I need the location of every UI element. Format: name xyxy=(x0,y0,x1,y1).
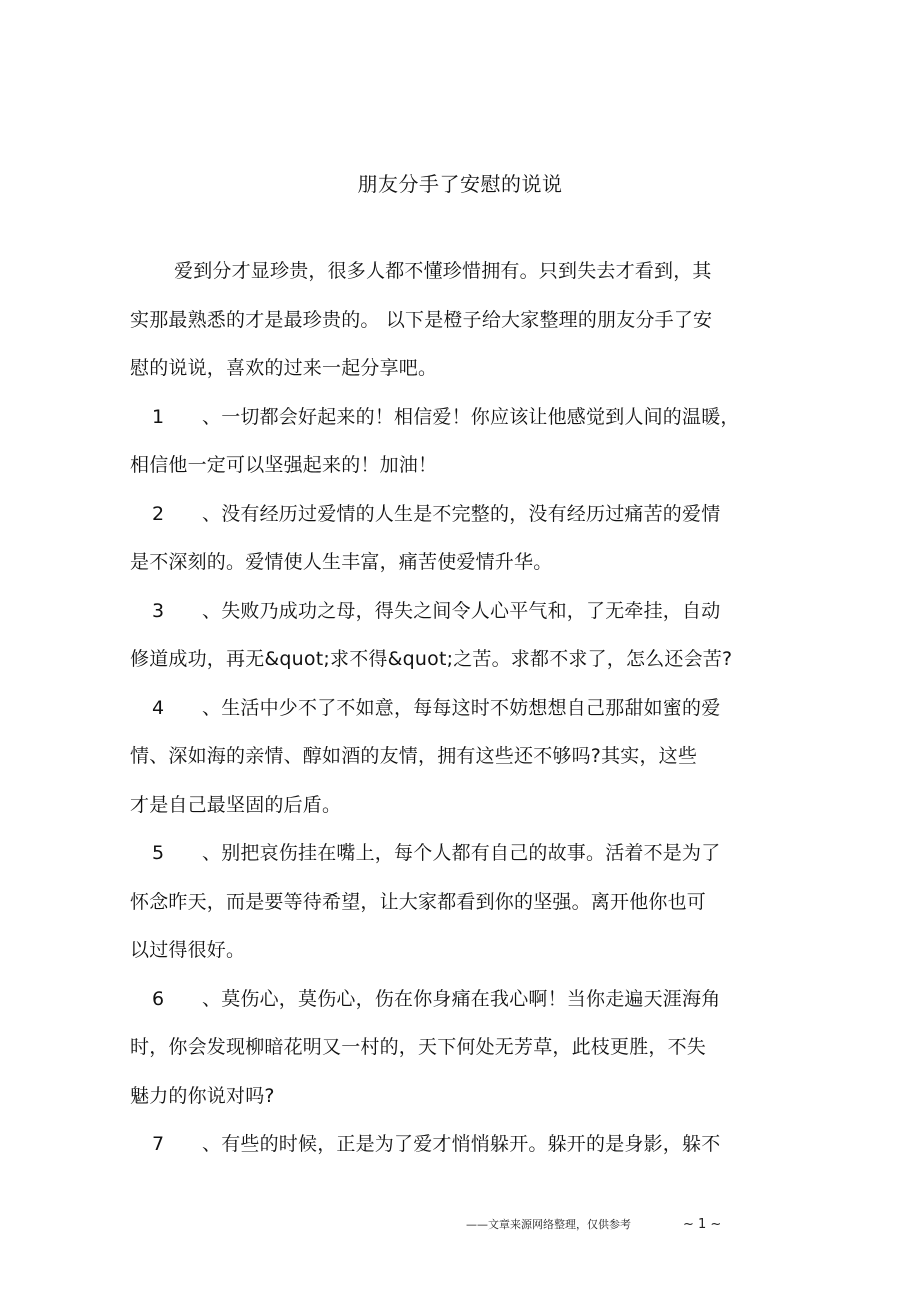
list-item-line: 才是自己最坚固的后盾。 xyxy=(130,793,342,816)
page-number: ~ 1 ~ xyxy=(683,1217,722,1232)
intro-line: 实那最熟悉的才是最珍贵的。 以下是橙子给大家整理的朋友分手了安 xyxy=(130,308,713,331)
list-item-number: 6 xyxy=(152,987,165,1010)
list-item-line: 4 、生活中少不了不如意，每每这时不妨想想自己那甜如蜜的爱 xyxy=(130,690,730,739)
document-body xyxy=(130,253,740,1175)
intro-line: 慰的说说，喜欢的过来一起分享吧。 xyxy=(130,357,438,379)
list-item-number: 5 xyxy=(152,842,165,864)
intro-line: 爱到分才显珍贵，很多人都不懂珍惜拥有。只到失去才看到，其 xyxy=(174,260,712,282)
page-footer xyxy=(0,1214,920,1236)
list-item-number: 3 xyxy=(152,599,165,622)
list-item-line: 时，你会发现柳暗花明又一村的，天下何处无芳草，此枝更胜，不失 xyxy=(130,1036,707,1058)
list-item-line: 6 、莫伤心，莫伤心，伤在你身痛在我心啊！当你走遍天涯海角 xyxy=(130,981,730,1030)
list-item-line: 怀念昨天，而是要等待希望，让大家都看到你的坚强。离开他你也可 xyxy=(130,890,707,913)
list-item-number: 4 xyxy=(152,696,165,719)
list-item-line: 情、深如海的亲情、醇如酒的友情，拥有这些还不够吗?其实，这些 xyxy=(130,745,698,767)
list-item-line: 2 、没有经历过爱情的人生是不完整的，没有经历过痛苦的爱情 xyxy=(130,496,730,545)
list-item-line: 3 、失败乃成功之母，得失之间令人心平气和，了无牵挂，自动 xyxy=(130,593,730,642)
list-item-line: 5 、别把哀伤挂在嘴上，每个人都有自己的故事。活着不是为了 xyxy=(130,835,730,884)
list-item-line: 以过得很好。 xyxy=(130,939,246,961)
list-item-line: 相信他一定可以坚强起来的！加油！ xyxy=(130,454,438,476)
source-note: ——文章来源网络整理，仅供参考 xyxy=(466,1218,631,1231)
list-item-line: 1 、一切都会好起来的！相信爱！你应该让他感觉到人间的温暖， xyxy=(130,399,730,448)
list-item-number: 1 xyxy=(152,405,165,428)
list-item-line: 7 、有些的时候，正是为了爱才悄悄躲开。躲开的是身影，躲不 xyxy=(130,1126,730,1175)
list-item-number: 7 xyxy=(152,1133,165,1155)
document-title: 朋友分手了安慰的说说 xyxy=(357,172,563,196)
list-item-line: 是不深刻的。爱情使人生丰富，痛苦使爱情升华。 xyxy=(130,551,553,573)
list-item-number: 2 xyxy=(152,502,165,525)
list-item-line: 魅力的你说对吗? xyxy=(130,1084,275,1107)
list-item-line: 修道成功，再无&quot;求不得&quot;之苦。求都不求了，怎么还会苦? xyxy=(130,648,733,670)
